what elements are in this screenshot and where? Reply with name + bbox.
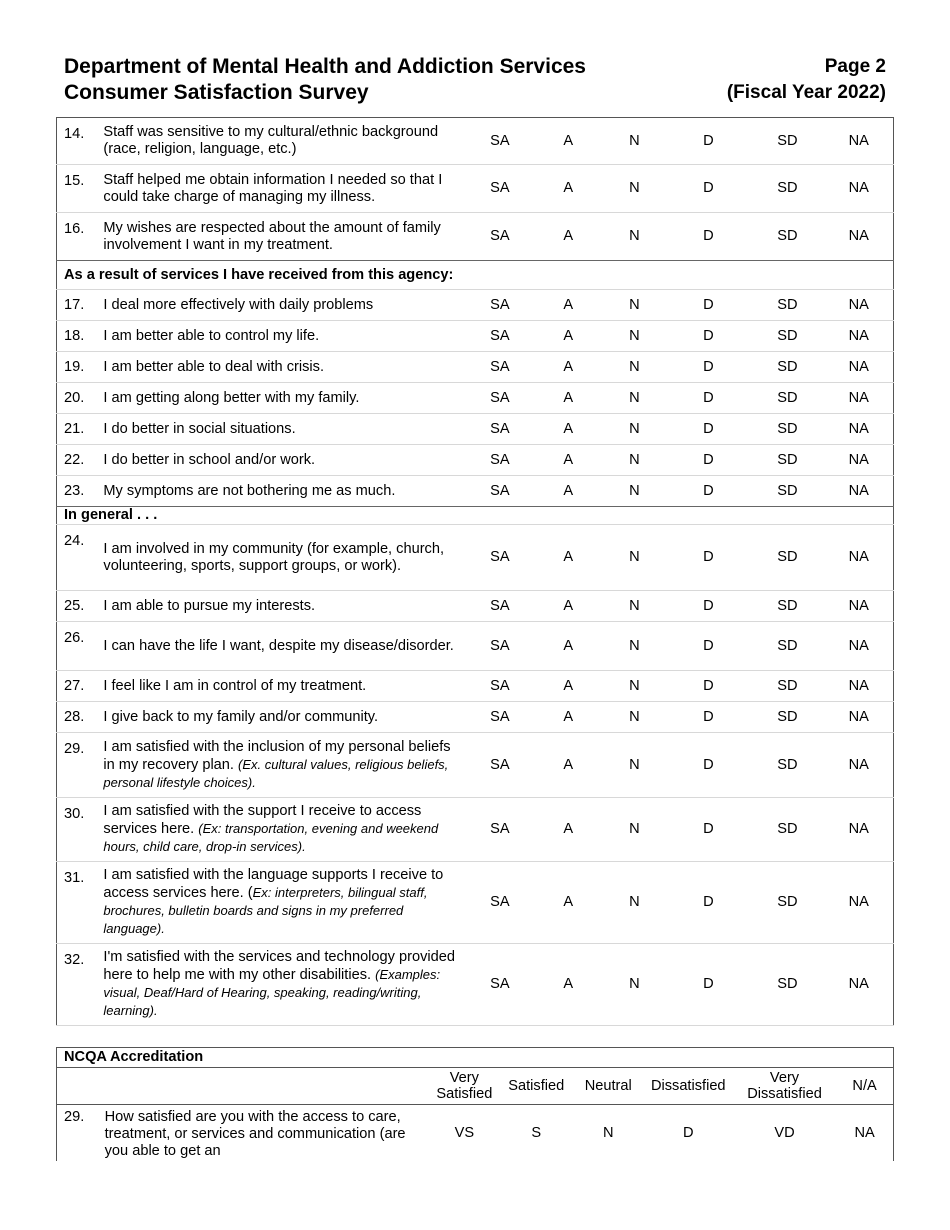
- section-heading-row: [57, 507, 894, 525]
- question-label: I am getting along better with my family.: [103, 389, 360, 406]
- question-example: (Ex: transportation, evening and weekend hours, child care, drop-in services).: [103, 821, 439, 854]
- answer-option-sa[interactable]: SA: [466, 445, 534, 476]
- answer-option-n[interactable]: N: [602, 165, 666, 213]
- question-number: 19.: [57, 352, 104, 383]
- answer-option-sa[interactable]: SA: [466, 476, 534, 507]
- answer-option-d[interactable]: D: [667, 798, 751, 862]
- answer-option-sa[interactable]: SA: [466, 944, 534, 1026]
- question-number: 30.: [57, 798, 104, 862]
- ncqa-title: NCQA Accreditation: [57, 1048, 894, 1068]
- answer-option-d[interactable]: D: [667, 321, 751, 352]
- question-text: [103, 591, 465, 622]
- answer-option-a[interactable]: A: [534, 671, 602, 702]
- ncqa-question-row: [57, 1105, 894, 1162]
- answer-option-sa[interactable]: SA: [466, 591, 534, 622]
- question-text: [103, 383, 465, 414]
- question-text: [103, 118, 465, 165]
- ncqa-column-header: Very Dissatisfied: [733, 1068, 836, 1105]
- answer-option-sd[interactable]: SD: [750, 445, 824, 476]
- answer-option-d[interactable]: D: [667, 591, 751, 622]
- section-heading: In general . . .: [57, 507, 894, 525]
- answer-option-d[interactable]: D: [667, 414, 751, 445]
- ncqa-column-header: Satisfied: [500, 1068, 573, 1105]
- question-label: My symptoms are not bothering me as much.: [103, 482, 396, 499]
- answer-option-d[interactable]: D: [667, 622, 751, 671]
- question-number: 14.: [57, 118, 104, 165]
- answer-option-na[interactable]: NA: [825, 290, 894, 321]
- question-text: [103, 321, 465, 352]
- answer-option-na[interactable]: NA: [825, 671, 894, 702]
- answer-option-sd[interactable]: SD: [750, 165, 824, 213]
- answer-option-a[interactable]: A: [534, 525, 602, 591]
- answer-option-n[interactable]: N: [602, 414, 666, 445]
- answer-option-n[interactable]: N: [602, 702, 666, 733]
- ncqa-table: [56, 1047, 894, 1161]
- answer-option-na[interactable]: NA: [825, 213, 894, 261]
- answer-option-a[interactable]: A: [534, 798, 602, 862]
- question-label: I do better in school and/or work.: [103, 451, 316, 468]
- question-number: 22.: [57, 445, 104, 476]
- question-number: 15.: [57, 165, 104, 213]
- question-row: [57, 525, 894, 591]
- answer-option-na[interactable]: NA: [825, 321, 894, 352]
- question-text: [103, 944, 465, 1026]
- ncqa-title-row: [57, 1048, 894, 1068]
- question-row: [57, 591, 894, 622]
- question-row: [57, 671, 894, 702]
- answer-option-sd[interactable]: SD: [750, 798, 824, 862]
- answer-option-a[interactable]: A: [534, 118, 602, 165]
- answer-option-sd[interactable]: SD: [750, 862, 824, 944]
- answer-option-sd[interactable]: SD: [750, 383, 824, 414]
- answer-option-sa[interactable]: SA: [466, 525, 534, 591]
- answer-option-sa[interactable]: SA: [466, 733, 534, 798]
- answer-option-na[interactable]: NA: [825, 733, 894, 798]
- question-row: [57, 798, 894, 862]
- question-number: 17.: [57, 290, 104, 321]
- question-row: [57, 213, 894, 261]
- question-number: 24.: [57, 525, 104, 591]
- answer-option-n[interactable]: N: [602, 798, 666, 862]
- question-number: 26.: [57, 622, 104, 671]
- answer-option-d[interactable]: D: [667, 118, 751, 165]
- answer-option-sa[interactable]: SA: [466, 414, 534, 445]
- ncqa-answer-option-s[interactable]: S: [531, 1124, 542, 1141]
- question-label: I give back to my family and/or community.: [103, 708, 379, 725]
- question-row: [57, 414, 894, 445]
- section-heading-row: [57, 261, 894, 290]
- answer-option-a[interactable]: A: [534, 213, 602, 261]
- question-number: 16.: [57, 213, 104, 261]
- answer-option-a[interactable]: A: [534, 733, 602, 798]
- answer-option-sd[interactable]: SD: [750, 702, 824, 733]
- question-text: [103, 622, 465, 671]
- answer-option-d[interactable]: D: [667, 445, 751, 476]
- question-label: I am involved in my community (for example, church, volunteering, sports, support groups, or work).: [103, 540, 445, 574]
- answer-option-sd[interactable]: SD: [750, 118, 824, 165]
- answer-option-sa[interactable]: SA: [466, 165, 534, 213]
- question-label: I feel like I am in control of my treatment.: [103, 677, 367, 694]
- fiscal-year: (Fiscal Year 2022): [726, 82, 886, 103]
- answer-option-n[interactable]: N: [602, 525, 666, 591]
- answer-option-a[interactable]: A: [534, 702, 602, 733]
- answer-option-n[interactable]: N: [602, 622, 666, 671]
- answer-option-n[interactable]: N: [602, 591, 666, 622]
- answer-option-d[interactable]: D: [667, 476, 751, 507]
- answer-option-sd[interactable]: SD: [750, 414, 824, 445]
- answer-option-n[interactable]: N: [602, 476, 666, 507]
- question-text: [103, 671, 465, 702]
- question-row: [57, 445, 894, 476]
- answer-option-sa[interactable]: SA: [466, 622, 534, 671]
- answer-option-n[interactable]: N: [602, 944, 666, 1026]
- answer-option-sd[interactable]: SD: [750, 352, 824, 383]
- answer-option-sa[interactable]: SA: [466, 352, 534, 383]
- page-number: Page 2: [824, 56, 886, 77]
- ncqa-column-header: Dissatisfied: [644, 1068, 733, 1105]
- answer-option-a[interactable]: A: [534, 445, 602, 476]
- question-text: [103, 798, 465, 862]
- question-row: [57, 321, 894, 352]
- answer-option-sa[interactable]: SA: [466, 862, 534, 944]
- answer-option-sd[interactable]: SD: [750, 671, 824, 702]
- ncqa-blank-header: [57, 1068, 429, 1105]
- survey-table: [56, 117, 894, 1026]
- ncqa-answer-option-d[interactable]: D: [682, 1124, 694, 1141]
- answer-option-a[interactable]: A: [534, 622, 602, 671]
- ncqa-question-text: How satisfied are you with the access to care, treatment, or services and communication (are you able to get an: [104, 1109, 406, 1159]
- answer-option-d[interactable]: D: [667, 213, 751, 261]
- question-label: Staff helped me obtain information I needed so that I could take charge of managing my illness.: [103, 171, 443, 205]
- question-label: I am satisfied with the language supports I receive to access services here. (: [103, 867, 444, 901]
- answer-option-sa[interactable]: SA: [466, 383, 534, 414]
- answer-option-d[interactable]: D: [667, 165, 751, 213]
- question-row: [57, 476, 894, 507]
- question-row: [57, 352, 894, 383]
- question-text: [103, 733, 465, 798]
- question-text: [103, 352, 465, 383]
- question-text: [103, 862, 465, 944]
- question-example: Ex: interpreters, bilingual staff, brochures, bulletin boards and signs in my preferred language).: [103, 885, 428, 936]
- title-line-1: Department of Mental Health and Addiction Services: [64, 55, 586, 78]
- answer-option-n[interactable]: N: [602, 352, 666, 383]
- answer-option-a[interactable]: A: [534, 944, 602, 1026]
- answer-option-na[interactable]: NA: [825, 445, 894, 476]
- answer-option-na[interactable]: NA: [825, 118, 894, 165]
- question-text: [103, 525, 465, 591]
- ncqa-answer-option-vd[interactable]: VD: [774, 1124, 795, 1141]
- answer-option-d[interactable]: D: [667, 733, 751, 798]
- question-number: 25.: [57, 591, 104, 622]
- question-label: I am better able to deal with crisis.: [103, 358, 325, 375]
- question-row: [57, 622, 894, 671]
- answer-option-d[interactable]: D: [667, 862, 751, 944]
- answer-option-n[interactable]: N: [602, 671, 666, 702]
- answer-option-d[interactable]: D: [667, 290, 751, 321]
- question-text: [103, 213, 465, 261]
- answer-option-sa[interactable]: SA: [466, 798, 534, 862]
- question-label: Staff was sensitive to my cultural/ethnic background (race, religion, language, etc.): [103, 124, 439, 157]
- question-text: [103, 414, 465, 445]
- answer-option-d[interactable]: D: [667, 352, 751, 383]
- answer-option-sd[interactable]: SD: [750, 944, 824, 1026]
- answer-option-sd[interactable]: SD: [750, 591, 824, 622]
- answer-option-na[interactable]: NA: [825, 352, 894, 383]
- answer-option-na[interactable]: NA: [825, 591, 894, 622]
- answer-option-n[interactable]: N: [602, 733, 666, 798]
- question-text: [103, 702, 465, 733]
- question-label: I can have the life I want, despite my disease/disorder.: [103, 637, 454, 654]
- question-text: [103, 445, 465, 476]
- question-number: 31.: [57, 862, 104, 944]
- question-label: I'm satisfied with the services and technology provided here to help me with my other disabilities.: [103, 949, 455, 983]
- answer-option-n[interactable]: N: [602, 445, 666, 476]
- answer-option-a[interactable]: A: [534, 862, 602, 944]
- question-label: I am satisfied with the inclusion of my personal beliefs in my recovery plan.: [103, 738, 451, 773]
- ncqa-column-header: Very Satisfied: [429, 1068, 500, 1105]
- answer-option-na[interactable]: NA: [825, 798, 894, 862]
- question-row: [57, 165, 894, 213]
- ncqa-answer-option-n[interactable]: N: [602, 1124, 614, 1141]
- question-number: 20.: [57, 383, 104, 414]
- question-number: 32.: [57, 944, 104, 1026]
- question-number: 21.: [57, 414, 104, 445]
- answer-option-na[interactable]: NA: [825, 622, 894, 671]
- answer-option-sd[interactable]: SD: [750, 290, 824, 321]
- question-row: [57, 383, 894, 414]
- answer-option-n[interactable]: N: [602, 213, 666, 261]
- question-example: (Examples: visual, Deaf/Hard of Hearing, speaking, reading/writing, learning).: [103, 967, 441, 1018]
- question-text: [103, 165, 465, 213]
- question-label: I deal more effectively with daily problems: [103, 296, 374, 313]
- question-number: 28.: [57, 702, 104, 733]
- section-heading: As a result of services I have received from this agency:: [57, 261, 894, 290]
- page-info: [727, 54, 886, 106]
- question-number: 23.: [57, 476, 104, 507]
- title-line-2: Consumer Satisfaction Survey: [64, 81, 369, 104]
- answer-option-na[interactable]: NA: [825, 414, 894, 445]
- answer-option-sd[interactable]: SD: [750, 213, 824, 261]
- question-row: [57, 290, 894, 321]
- answer-option-a[interactable]: A: [534, 290, 602, 321]
- ncqa-column-header: N/A: [836, 1068, 893, 1105]
- question-label: I am satisfied with the support I receive to access services here.: [103, 803, 422, 837]
- answer-option-n[interactable]: N: [602, 321, 666, 352]
- answer-option-a[interactable]: A: [534, 591, 602, 622]
- answer-option-sd[interactable]: SD: [750, 622, 824, 671]
- answer-option-sa[interactable]: SA: [466, 321, 534, 352]
- question-text: [103, 290, 465, 321]
- answer-option-na[interactable]: NA: [825, 944, 894, 1026]
- question-row: [57, 733, 894, 798]
- answer-option-a[interactable]: A: [534, 165, 602, 213]
- answer-option-d[interactable]: D: [667, 702, 751, 733]
- answer-option-n[interactable]: N: [602, 290, 666, 321]
- question-row: [57, 118, 894, 165]
- answer-option-a[interactable]: A: [534, 321, 602, 352]
- ncqa-question-number: 29.: [64, 1109, 85, 1125]
- answer-option-sa[interactable]: SA: [466, 213, 534, 261]
- answer-option-sa[interactable]: SA: [466, 671, 534, 702]
- answer-option-sd[interactable]: SD: [750, 321, 824, 352]
- answer-option-sa[interactable]: SA: [466, 702, 534, 733]
- answer-option-n[interactable]: N: [602, 383, 666, 414]
- answer-option-na[interactable]: NA: [825, 702, 894, 733]
- ncqa-column-headers: [57, 1068, 894, 1105]
- answer-option-d[interactable]: D: [667, 671, 751, 702]
- question-row: [57, 944, 894, 1026]
- answer-option-a[interactable]: A: [534, 352, 602, 383]
- question-row: [57, 702, 894, 733]
- question-label: I do better in social situations.: [103, 420, 296, 437]
- answer-option-sa[interactable]: SA: [466, 290, 534, 321]
- answer-option-a[interactable]: A: [534, 383, 602, 414]
- answer-option-na[interactable]: NA: [825, 476, 894, 507]
- answer-option-d[interactable]: D: [667, 944, 751, 1026]
- answer-option-na[interactable]: NA: [825, 525, 894, 591]
- answer-option-a[interactable]: A: [534, 414, 602, 445]
- question-number: 27.: [57, 671, 104, 702]
- answer-option-sd[interactable]: SD: [750, 476, 824, 507]
- answer-option-a[interactable]: A: [534, 476, 602, 507]
- question-label: I am able to pursue my interests.: [103, 597, 316, 614]
- answer-option-na[interactable]: NA: [825, 862, 894, 944]
- ncqa-column-header: Neutral: [573, 1068, 644, 1105]
- question-label: My wishes are respected about the amount of family involvement I want in my treatment.: [103, 219, 441, 253]
- question-text: [103, 476, 465, 507]
- answer-option-d[interactable]: D: [667, 383, 751, 414]
- answer-option-d[interactable]: D: [667, 525, 751, 591]
- answer-option-na[interactable]: NA: [825, 165, 894, 213]
- answer-option-sa[interactable]: SA: [466, 118, 534, 165]
- question-number: 18.: [57, 321, 104, 352]
- question-label: I am better able to control my life.: [103, 327, 320, 344]
- question-row: [57, 862, 894, 944]
- answer-option-na[interactable]: NA: [825, 383, 894, 414]
- answer-option-n[interactable]: N: [602, 118, 666, 165]
- answer-option-n[interactable]: N: [602, 862, 666, 944]
- ncqa-answer-option-na[interactable]: NA: [854, 1124, 875, 1141]
- question-number: 29.: [57, 733, 104, 798]
- ncqa-answer-option-vs[interactable]: VS: [454, 1124, 475, 1141]
- answer-option-sd[interactable]: SD: [750, 525, 824, 591]
- answer-option-sd[interactable]: SD: [750, 733, 824, 798]
- question-example: (Ex. cultural values, religious beliefs, personal lifestyle choices).: [103, 756, 449, 790]
- document-title: [64, 54, 586, 106]
